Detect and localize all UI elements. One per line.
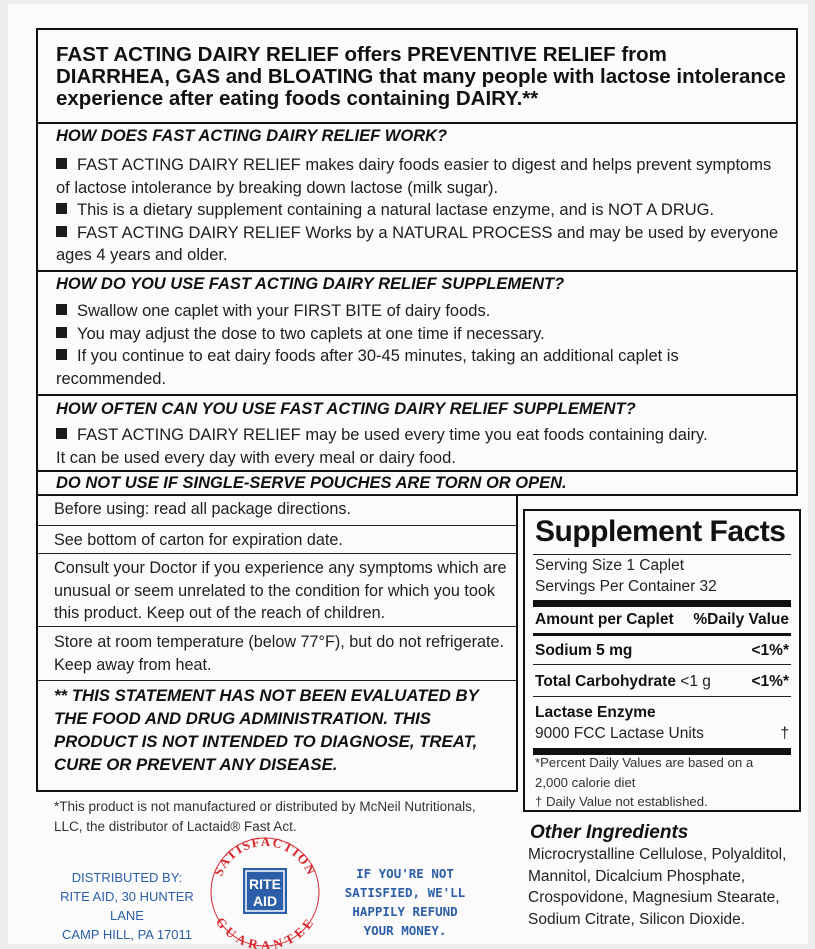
how-it-works-heading: HOW DOES FAST ACTING DAIRY RELIEF WORK? xyxy=(56,127,448,145)
how-often-list xyxy=(56,424,786,469)
guarantee-text xyxy=(330,864,480,940)
supplement-facts-panel xyxy=(523,509,801,812)
carbohydrate-row xyxy=(535,673,789,691)
divider xyxy=(533,696,791,697)
divider xyxy=(38,525,516,526)
divider xyxy=(533,664,791,665)
supplement-facts-title: Supplement Facts xyxy=(535,515,786,548)
storage-item: Store at room temperature (below 77°F), but do not refrigerate. Keep away from heat. xyxy=(54,633,505,674)
sodium-amount: 5 mg xyxy=(596,642,633,659)
serving-size: Serving Size 1 Caplet xyxy=(535,557,685,574)
sodium-label: Sodium xyxy=(535,642,592,659)
bullet-square-icon xyxy=(56,226,67,237)
other-ingredients-heading: Other Ingredients xyxy=(530,822,689,843)
sodium-dv: <1%* xyxy=(751,642,789,659)
how-often-heading: HOW OFTEN CAN YOU USE FAST ACTING DAIRY RELIEF SUPPLEMENT? xyxy=(56,400,636,418)
how-it-works-list xyxy=(56,154,786,267)
amount-header: Amount per Caplet xyxy=(535,611,674,628)
list-item: If you continue to eat dairy foods after 30-45 minutes, taking an additional caplet is recommended. xyxy=(56,347,679,388)
enzyme-row xyxy=(535,725,789,743)
carton-panel xyxy=(8,4,808,949)
dv-header: %Daily Value xyxy=(693,611,789,628)
how-often-note: It can be used every day with every meal or dairy food. xyxy=(56,448,456,467)
instructions-frame xyxy=(36,28,798,496)
divider xyxy=(38,470,796,472)
divider xyxy=(38,394,796,396)
bullet-square-icon xyxy=(56,304,67,315)
divider xyxy=(533,633,791,636)
distributor-line: RITE AID, 30 HUNTER LANE xyxy=(60,889,194,923)
how-to-use-heading: HOW DO YOU USE FAST ACTING DAIRY RELIEF SUPPLEMENT? xyxy=(56,275,565,293)
guarantee-line: YOUR MONEY. xyxy=(363,923,447,938)
other-ingredients-text: Microcrystalline Cellulose, Polyalditol, Mannitol, Dicalcium Phosphate, Crospovidone, Magnesium Stearate, Sodium Citrate, Silicon Dioxide. xyxy=(528,846,787,928)
divider xyxy=(533,554,791,555)
fda-disclaimer: ** THIS STATEMENT HAS NOT BEEN EVALUATED BY THE FOOD AND DRUG ADMINISTRATION. THIS PRODUCT IS NOT INTENDED TO DIAGNOSE, TREAT, CURE OR PREVENT ANY DISEASE. xyxy=(54,686,479,774)
enzyme-label: Lactase Enzyme xyxy=(535,704,656,721)
list-item: This is a dietary supplement containing a natural lactase enzyme, and is NOT A DRUG. xyxy=(56,199,786,222)
divider xyxy=(38,680,516,681)
divider xyxy=(38,626,516,627)
seal-bottom-text: GUARANTEE xyxy=(212,914,318,949)
directions-item: Before using: read all package directions. xyxy=(54,500,351,518)
footnote-percent: *Percent Daily Values are based on a 2,000 calorie diet xyxy=(535,755,754,790)
sodium-row xyxy=(535,642,789,660)
consult-item: Consult your Doctor if you experience any symptoms which are unusual or seem unrelated to the condition for which you took this product. Keep out of the reach of children. xyxy=(54,559,507,622)
list-item: Swallow one caplet with your FIRST BITE of dairy foods. xyxy=(56,300,786,323)
list-item: You may adjust the dose to two caplets at one time if necessary. xyxy=(56,323,786,346)
carb-label: Total Carbohydrate xyxy=(535,673,676,690)
seal-top-text: SATISFACTION xyxy=(210,834,320,879)
list-item: FAST ACTING DAIRY RELIEF may be used every time you eat foods containing dairy. xyxy=(56,424,786,447)
divider xyxy=(38,553,516,554)
bullet-square-icon xyxy=(56,158,67,169)
bullet-square-icon xyxy=(56,349,67,360)
directions-box xyxy=(36,494,518,792)
logo-text-aid: AID xyxy=(252,893,278,909)
amount-header-row xyxy=(535,611,789,629)
how-to-use-list xyxy=(56,300,786,390)
intro-statement: FAST ACTING DAIRY RELIEF offers PREVENTIVE RELIEF from DIARRHEA, GAS and BLOATING that many people with lactose intolerance experience after eating foods containing DAIRY.** xyxy=(56,43,786,110)
divider xyxy=(38,494,516,495)
distributor-info xyxy=(52,868,202,944)
bullet-square-icon xyxy=(56,428,67,439)
divider xyxy=(533,600,791,607)
divider xyxy=(38,122,796,124)
expiration-item: See bottom of carton for expiration date. xyxy=(54,531,343,549)
enzyme-dv: † xyxy=(780,725,789,742)
fine-print: *This product is not manufactured or distributed by McNeil Nutritionals, LLC, the distributor of Lactaid® Fast Act. xyxy=(54,799,476,834)
carb-amount: <1 g xyxy=(680,673,711,690)
bullet-square-icon xyxy=(56,327,67,338)
servings-per-container: Servings Per Container 32 xyxy=(535,578,717,595)
guarantee-line: SATISFIED, WE'LL xyxy=(344,885,466,900)
distributor-line: CAMP HILL, PA 17011 xyxy=(61,927,193,942)
distributor-line: DISTRIBUTED BY: xyxy=(71,870,183,885)
guarantee-line: HAPPILY REFUND xyxy=(352,904,458,919)
guarantee-line: IF YOU'RE NOT xyxy=(356,866,454,881)
list-item: FAST ACTING DAIRY RELIEF makes dairy foods easier to digest and helps prevent symptoms of lactose intolerance by breaking down lactose (milk sugar). xyxy=(56,156,772,197)
footnote-dagger: † Daily Value not established. xyxy=(535,794,708,809)
satisfaction-guarantee-seal xyxy=(205,834,325,949)
list-item: FAST ACTING DAIRY RELIEF Works by a NATURAL PROCESS and may be used by everyone ages 4 years and older. xyxy=(56,223,779,264)
divider xyxy=(38,270,796,272)
enzyme-amount: 9000 FCC Lactase Units xyxy=(535,725,704,742)
bullet-square-icon xyxy=(56,203,67,214)
carb-dv: <1%* xyxy=(751,673,789,690)
warning-text: DO NOT USE IF SINGLE-SERVE POUCHES ARE TORN OR OPEN. xyxy=(56,474,567,492)
logo-text-rite: RITE xyxy=(249,876,281,892)
